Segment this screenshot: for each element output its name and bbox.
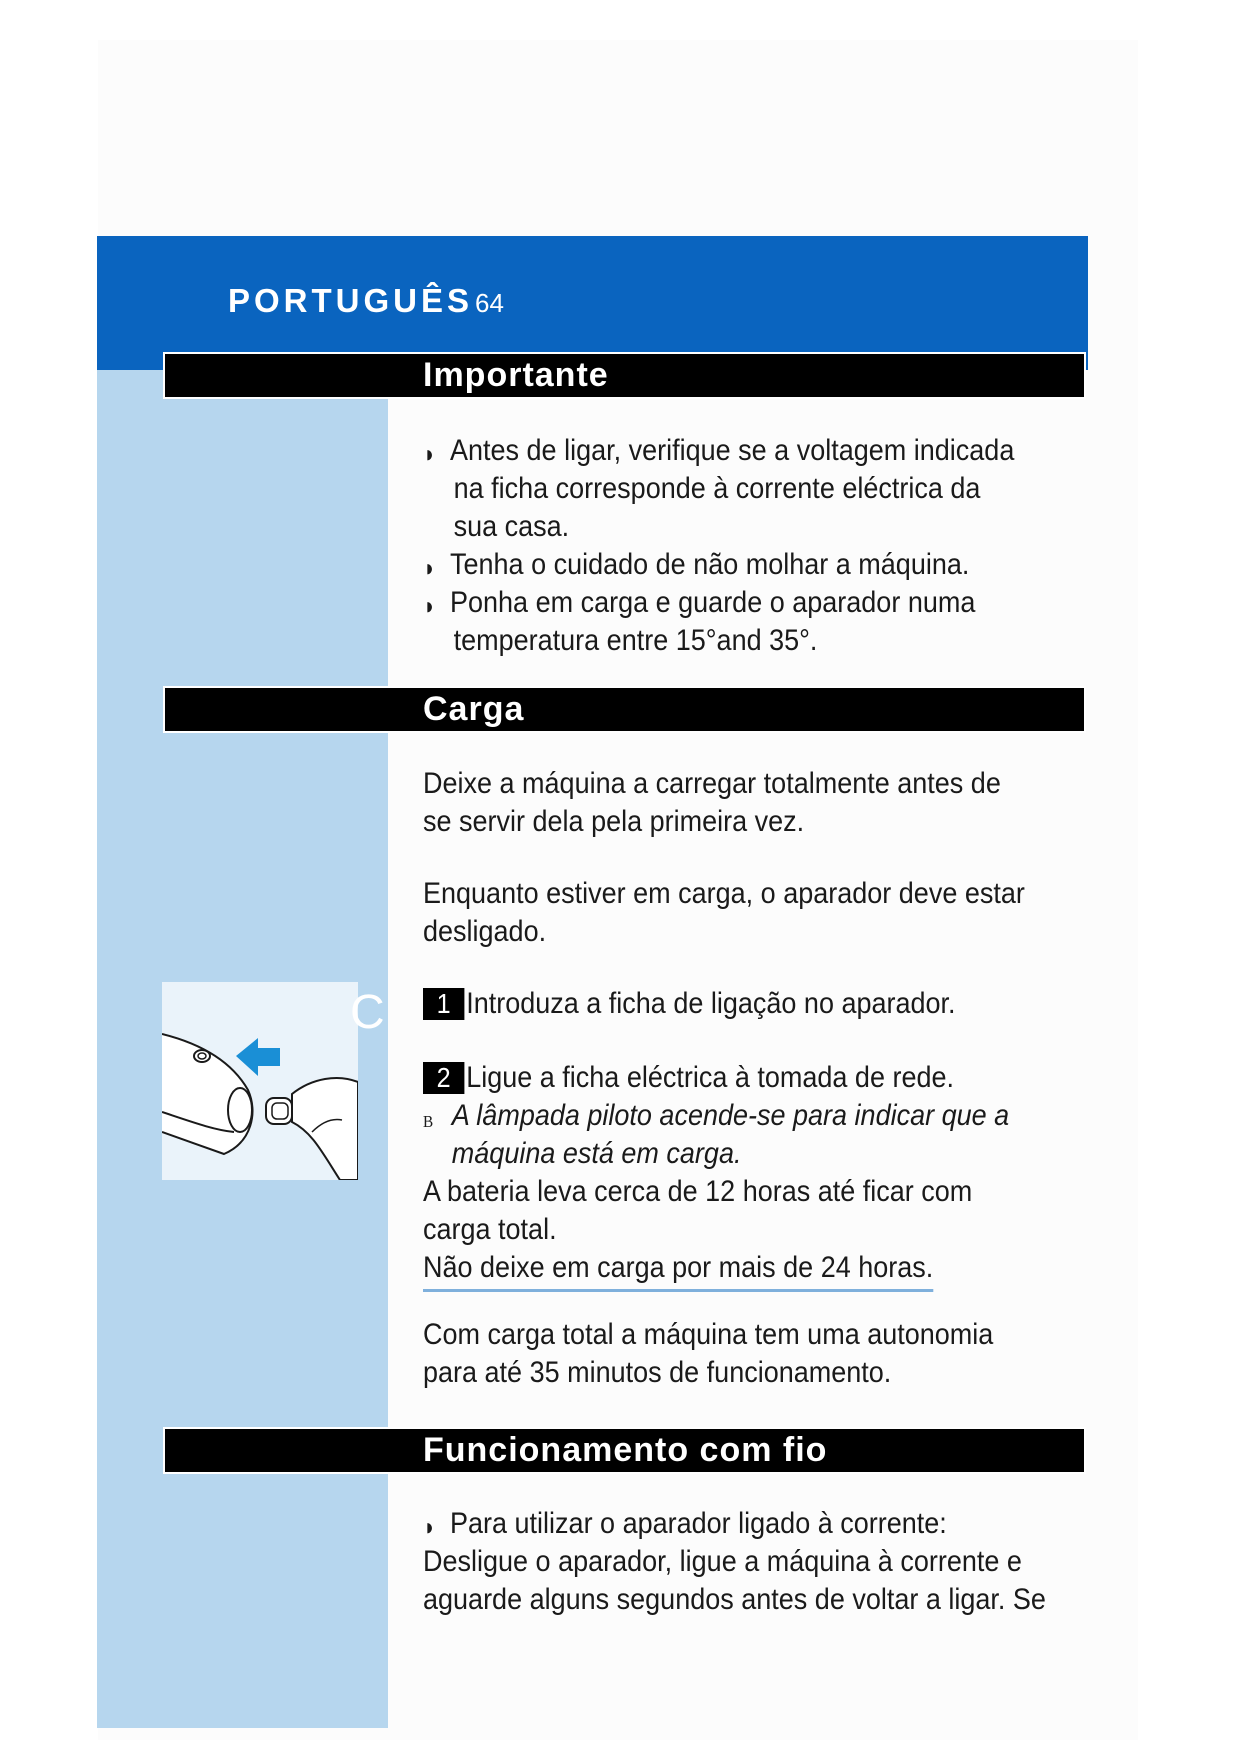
carga-switch-off xyxy=(423,875,1089,951)
bullet-line: Para utilizar o aparador ligado à corrente: xyxy=(450,1507,947,1540)
bullet-line: Ponha em carga e guarde o aparador numa xyxy=(450,586,976,619)
bullet-line: Antes de ligar, verifique se a voltagem indicada xyxy=(450,434,1015,467)
step-number: 2 xyxy=(423,1062,464,1094)
paragraph-line: carga total. xyxy=(423,1213,557,1246)
bullet-icon: ◗ xyxy=(423,555,437,582)
carga-intro xyxy=(423,765,1089,841)
bullet-line: Tenha o cuidado de não molhar a máquina. xyxy=(450,548,970,581)
step-text: Introduza a ficha de ligação no aparador. xyxy=(466,987,956,1020)
paragraph-line: A bateria leva cerca de 12 horas até ficar com xyxy=(423,1175,973,1208)
result-note xyxy=(423,1097,1089,1173)
paragraph-line: Enquanto estiver em carga, o aparador deve estar xyxy=(423,877,1025,910)
step-number: 1 xyxy=(423,988,464,1020)
section-title-carga: Carga xyxy=(423,690,525,728)
carga-step-2 xyxy=(423,1059,1089,1292)
paragraph-line: para até 35 minutos de funcionamento. xyxy=(423,1356,892,1389)
carga-step-1 xyxy=(423,985,1089,1023)
section-bar-funcionamento xyxy=(163,1427,1086,1474)
bullet-line: na ficha corresponde à corrente eléctrica da xyxy=(453,472,981,505)
shaver-plug-icon xyxy=(162,982,358,1180)
result-mark: B xyxy=(423,1112,434,1131)
paragraph-line: aguarde alguns segundos antes de voltar a ligar. Se xyxy=(423,1583,1046,1616)
illustration-marker-c: C xyxy=(350,986,385,1039)
bullet-icon: ◗ xyxy=(423,1514,437,1541)
charging-illustration xyxy=(162,982,358,1180)
bullet-line: sua casa. xyxy=(453,510,570,543)
language-title xyxy=(228,282,504,320)
language-label: PORTUGUÊS xyxy=(228,282,474,319)
bullet-item xyxy=(423,546,1089,584)
warning-text: Não deixe em carga por mais de 24 horas. xyxy=(423,1249,933,1292)
paragraph-line: Deixe a máquina a carregar totalmente antes de xyxy=(423,767,1001,800)
section-bar-importante xyxy=(163,352,1086,399)
warning-line xyxy=(423,1249,1089,1292)
paragraph-line: desligado. xyxy=(423,915,547,948)
note-line: A lâmpada piloto acende-se para indicar que a xyxy=(451,1099,1010,1132)
funcionamento-text xyxy=(423,1505,1089,1619)
step-item xyxy=(423,985,1089,1023)
paragraph-line: Com carga total a máquina tem uma autonomia xyxy=(423,1318,994,1351)
paragraph-line: Desligue o aparador, ligue a máquina à corrente e xyxy=(423,1545,1022,1578)
bullet-item xyxy=(423,584,1089,660)
bullet-icon: ◗ xyxy=(423,441,437,468)
carga-autonomy xyxy=(423,1316,1089,1392)
page-number: 64 xyxy=(475,288,504,318)
step-item xyxy=(423,1059,1089,1097)
section-bar-carga xyxy=(163,686,1086,733)
section-title-importante: Importante xyxy=(423,356,609,394)
note-line: máquina está em carga. xyxy=(451,1137,742,1170)
bullet-item xyxy=(423,1505,1089,1543)
section-title-funcionamento: Funcionamento com fio xyxy=(423,1431,828,1469)
bullet-icon: ◗ xyxy=(423,593,437,620)
bullet-item xyxy=(423,432,1089,546)
bullet-line: temperatura entre 15°and 35°. xyxy=(453,624,818,657)
importante-bullets xyxy=(423,432,1089,660)
paragraph-line: se servir dela pela primeira vez. xyxy=(423,805,805,838)
step-text: Ligue a ficha eléctrica à tomada de rede. xyxy=(466,1061,955,1094)
